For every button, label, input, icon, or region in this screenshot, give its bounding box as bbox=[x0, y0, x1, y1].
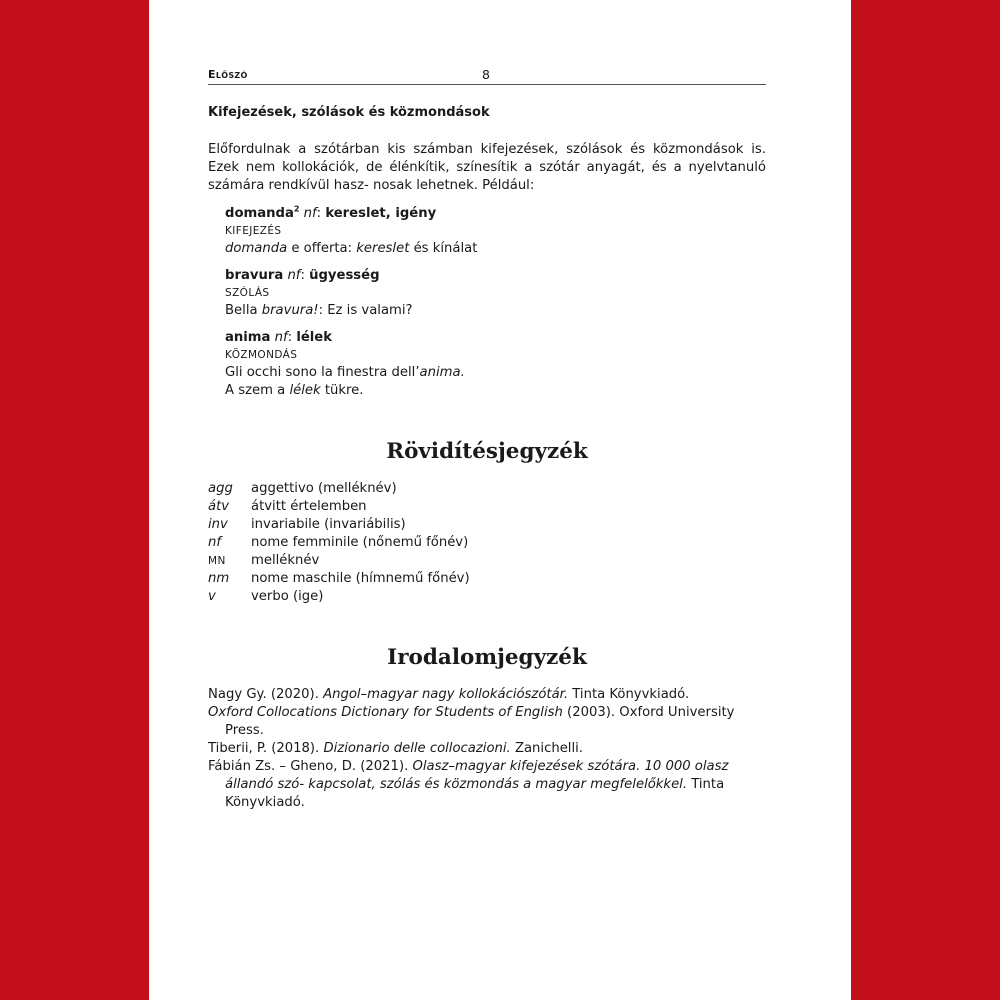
running-head-section: Előszó bbox=[208, 68, 248, 81]
running-head bbox=[208, 66, 766, 85]
page-number: 8 bbox=[482, 67, 490, 82]
abbreviation-item: átv átvitt értelemben bbox=[208, 499, 367, 514]
abbreviations-heading: Rövidítésjegyzék bbox=[386, 439, 588, 464]
entry-example: Gli occhi sono la finestra dell’anima. bbox=[225, 365, 465, 380]
abbreviation-item: nf nome femminile (nőnemű főnév) bbox=[208, 535, 469, 550]
reference-item: Nagy Gy. (2020). Angol–magyar nagy kollokációszótár. Tinta Könyvkiadó. bbox=[208, 687, 690, 702]
entry-label: KÖZMONDÁS bbox=[225, 349, 298, 361]
book-page bbox=[149, 0, 851, 1000]
entry-label: SZÓLÁS bbox=[225, 287, 270, 299]
abbreviation-item: agg aggettivo (melléknév) bbox=[208, 481, 397, 496]
entry-headword: bravura bbox=[225, 268, 284, 283]
abbreviation-item: MN melléknév bbox=[208, 553, 320, 568]
dictionary-entry: anima nf: lélek KÖZMONDÁS Gli occhi sono la finestra dell’anima. A szem a lélek tükre. bbox=[225, 329, 766, 400]
entry-headword: domanda bbox=[225, 206, 294, 221]
entry-label: KIFEJEZÉS bbox=[225, 225, 282, 237]
reference-item: Fábián Zs. – Gheno, D. (2021). Olasz–magyar kifejezések szótára. 10 000 olasz állandó szó- kapcsolat, szólás és közmondás a magyar megfelelőkkel. Tinta Könyvkiadó. bbox=[208, 759, 729, 810]
intro-line: kollokációk, de élénkítik, színesítik a szótár anyagát, és a nyelvtanuló számára rendkívül hasz- bbox=[208, 160, 766, 193]
abbreviation-item: nm nome maschile (hímnemű főnév) bbox=[208, 571, 470, 586]
entry-translation: kereslet, igény bbox=[325, 206, 437, 221]
entry-example: Bella bravura!: Ez is valami? bbox=[225, 303, 413, 318]
reference-item: Tiberii, P. (2018). Dizionario delle collocazioni. Zanichelli. bbox=[208, 741, 583, 756]
section-subheading: Kifejezések, szólások és közmondások bbox=[208, 105, 490, 120]
entry-pos: nf bbox=[303, 206, 317, 221]
entry-example-translation: A szem a lélek tükre. bbox=[225, 383, 364, 398]
intro-paragraph bbox=[208, 141, 766, 195]
entry-headword: anima bbox=[225, 330, 271, 345]
entry-translation: lélek bbox=[296, 330, 333, 345]
reference-item: Oxford Collocations Dictionary for Students of English (2003). Oxford University Press. bbox=[208, 705, 735, 738]
dictionary-entry: bravura nf: ügyesség SZÓLÁS Bella bravura!: Ez is valami? bbox=[225, 267, 766, 320]
entry-translation: ügyesség bbox=[309, 268, 380, 283]
entry-pos: nf bbox=[287, 268, 301, 283]
abbreviations-list bbox=[208, 480, 766, 606]
entry-example: domanda e offerta: kereslet és kínálat bbox=[225, 241, 478, 256]
intro-line: nosak lehetnek. Például: bbox=[372, 178, 535, 193]
abbreviation-item: inv invariabile (invariábilis) bbox=[208, 517, 406, 532]
literature-heading: Irodalomjegyzék bbox=[387, 645, 587, 670]
dictionary-entry: domanda$^2$ nf: kereslet, igény KIFEJEZÉS domanda e offerta: kereslet és kínálat bbox=[225, 205, 766, 258]
intro-line: Előfordulnak a szótárban kis számban kifejezések, szólások és közmondások is. Ezek nem bbox=[208, 142, 766, 175]
homonym-number: 2 bbox=[293, 204, 300, 214]
abbreviation-item: v verbo (ige) bbox=[208, 589, 324, 604]
page-content bbox=[208, 104, 766, 812]
entry-pos: nf bbox=[274, 330, 288, 345]
